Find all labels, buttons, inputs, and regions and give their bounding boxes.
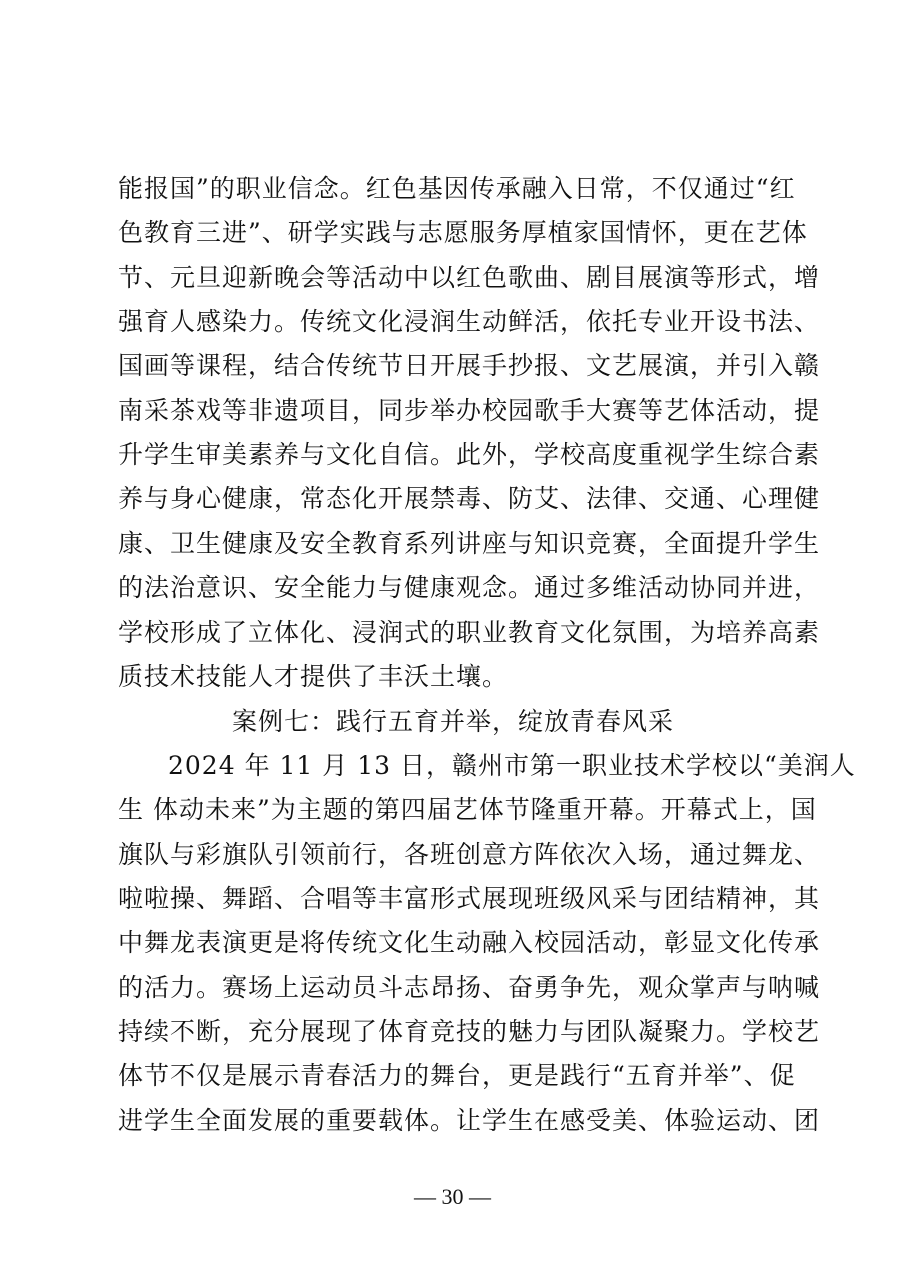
paragraph1-line: 南采茶戏等非遗项目，同步举办校园歌手大赛等艺体活动，提	[118, 396, 821, 425]
paragraph1-line: 质技术技能人才提供了丰沃土壤。	[118, 662, 509, 691]
paragraph1-line: 康、卫生健康及安全教育系列讲座与知识竞赛，全面提升学生	[118, 529, 821, 558]
paragraph1-line: 的法治意识、安全能力与健康观念。通过多维活动协同并进，	[118, 573, 821, 602]
paragraph2-line: 进学生全面发展的重要载体。让学生在感受美、体验运动、团	[118, 1106, 821, 1135]
paragraph2-line: 啦啦操、舞蹈、合唱等丰富形式展现班级风采与团结精神，其	[118, 884, 821, 913]
paragraph2-line: 的活力。赛场上运动员斗志昂扬、奋勇争先，观众掌声与呐喊	[118, 973, 821, 1002]
paragraph2-line: 2024 年 11 月 13 日，赣州市第一职业技术学校以“美润人	[168, 751, 856, 780]
paragraph1-line: 学校形成了立体化、浸润式的职业教育文化氛围，为培养高素	[118, 618, 821, 647]
paragraph1-line: 养与身心健康，常态化开展禁毒、防艾、法律、交通、心理健	[118, 484, 821, 513]
paragraph2-line: 中舞龙表演更是将传统文化生动融入校园活动，彰显文化传承	[118, 928, 821, 957]
paragraph1-line: 国画等课程，结合传统节日开展手抄报、文艺展演，并引入赣	[118, 351, 821, 380]
paragraph1-line: 节、元旦迎新晚会等活动中以红色歌曲、剧目展演等形式，增	[118, 263, 821, 292]
paragraph2-line: 体节不仅是展示青春活力的舞台，更是践行“五育并举”、促	[118, 1061, 796, 1090]
paragraph1-line: 强育人感染力。传统文化浸润生动鲜活，依托专业开设书法、	[118, 307, 821, 336]
paragraph1-line: 升学生审美素养与文化自信。此外，学校高度重视学生综合素	[118, 440, 821, 469]
paragraph2-line: 生 体动未来”为主题的第四届艺体节隆重开幕。开幕式上，国	[118, 795, 817, 824]
page-number: — 30 —	[414, 1184, 491, 1209]
section-heading: 案例七：践行五育并举，绽放青春风采	[231, 707, 674, 736]
paragraph1-line: 能报国”的职业信念。红色基因传承融入日常，不仅通过“红	[118, 174, 796, 203]
paragraph2-line: 旗队与彩旗队引领前行，各班创意方阵依次入场，通过舞龙、	[118, 840, 821, 869]
paragraph1-line: 色教育三进”、研学实践与志愿服务厚植家国情怀，更在艺体	[118, 218, 808, 247]
paragraph2-line: 持续不断，充分展现了体育竞技的魅力与团队凝聚力。学校艺	[118, 1017, 821, 1046]
